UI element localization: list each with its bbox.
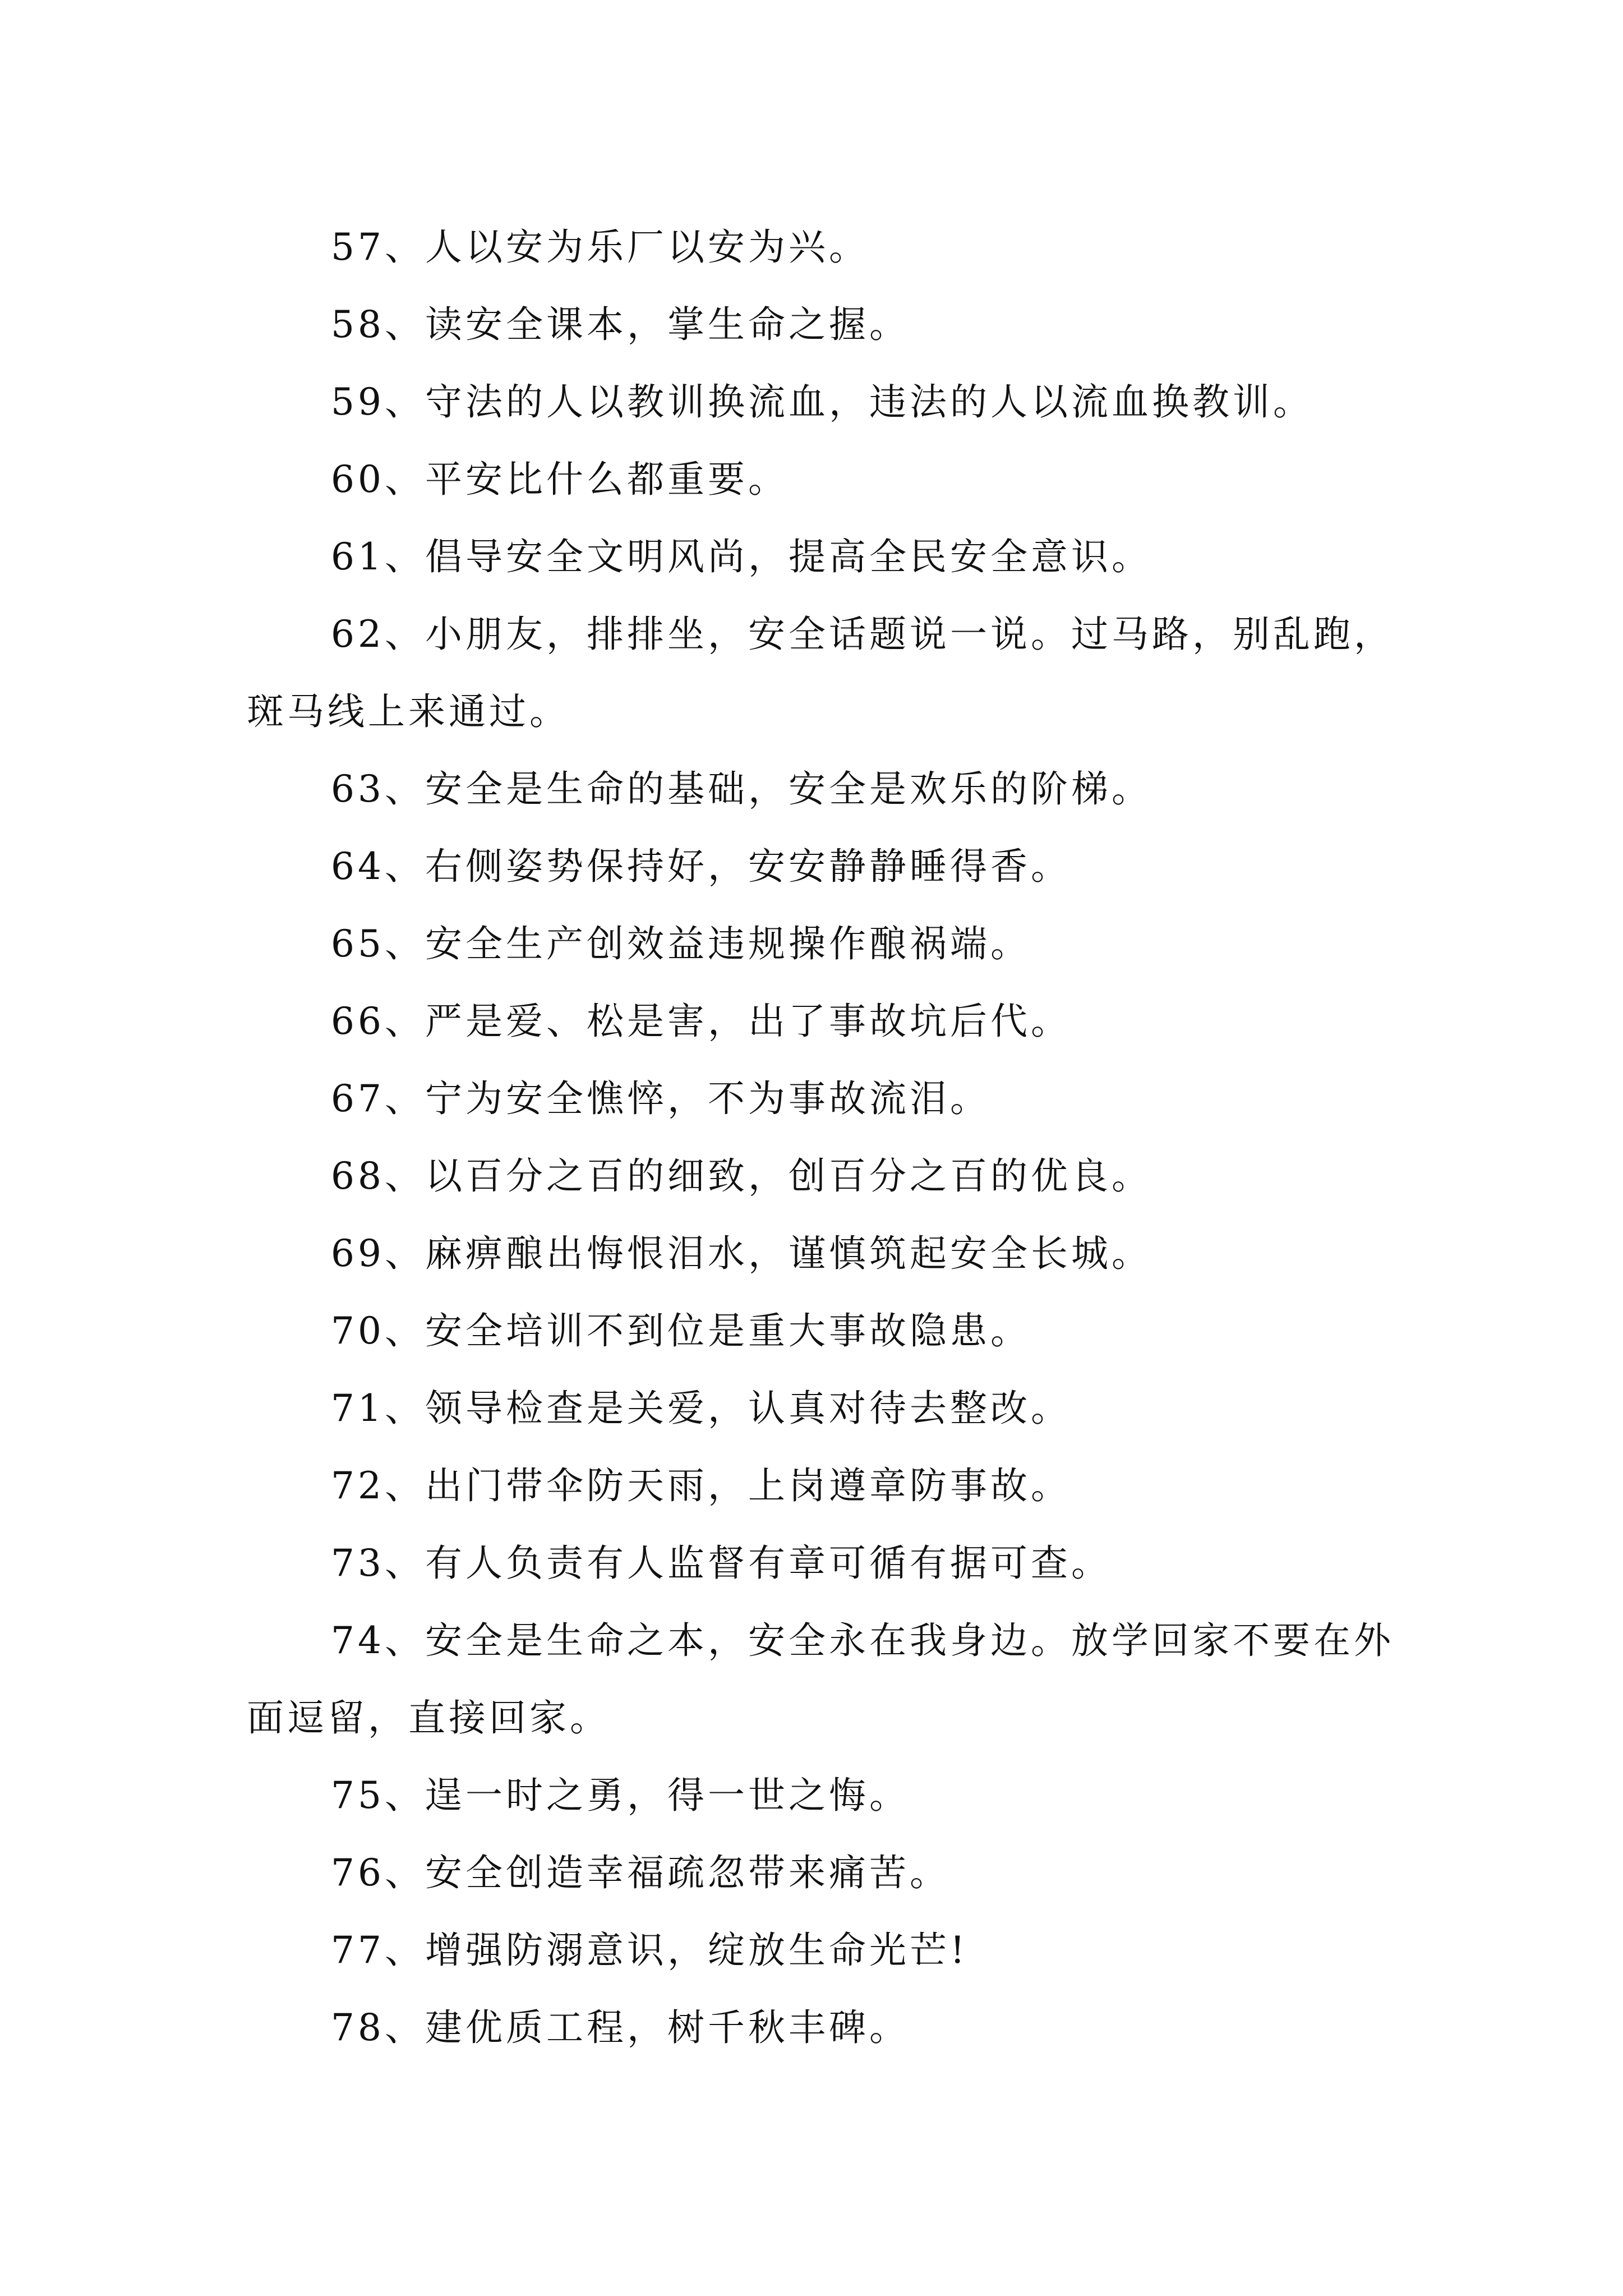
list-item: 58、读安全课本，掌生命之握。 <box>331 303 910 346</box>
list-item: 71、领导检查是关爱，认真对待去整改。 <box>331 1387 1071 1430</box>
list-item: 69、麻痹酿出悔恨泪水，谨慎筑起安全长城。 <box>331 1232 1152 1275</box>
list-item: 63、安全是生命的基础，安全是欢乐的阶梯。 <box>331 767 1152 811</box>
list-item: 60、平安比什么都重要。 <box>331 458 789 501</box>
list-item: 76、安全创造幸福疏忽带来痛苦。 <box>331 1851 950 1894</box>
list-item: 72、出门带伞防天雨，上岗遵章防事故。 <box>331 1464 1071 1507</box>
list-item: 77、增强防溺意识，绽放生命光芒! <box>331 1929 969 1972</box>
slogan-list <box>247 209 1402 2067</box>
list-item: 73、有人负责有人监督有章可循有据可查。 <box>331 1542 1112 1585</box>
list-item: 61、倡导安全文明风尚，提高全民安全意识。 <box>331 535 1152 578</box>
list-item: 62、小朋友，排排坐，安全话题说一说。过马路，别乱跑，斑马线上来通过。 <box>247 613 1394 733</box>
list-item: 65、安全生产创效益违规操作酿祸端。 <box>331 922 1031 965</box>
list-item: 70、安全培训不到位是重大事故隐患。 <box>331 1309 1031 1352</box>
list-item: 74、安全是生命之本，安全永在我身边。放学回家不要在外面逗留，直接回家。 <box>247 1619 1394 1740</box>
list-item: 67、宁为安全憔悴，不为事故流泪。 <box>331 1077 990 1120</box>
list-item: 57、人以安为乐厂以安为兴。 <box>331 226 869 269</box>
list-item: 68、以百分之百的细致，创百分之百的优良。 <box>331 1154 1152 1198</box>
list-item: 75、逞一时之勇，得一世之悔。 <box>331 1774 910 1817</box>
list-item: 66、严是爱、松是害，出了事故坑后代。 <box>331 1000 1071 1043</box>
list-item: 59、守法的人以教训换流血，违法的人以流血换教训。 <box>331 380 1313 424</box>
list-item: 64、右侧姿势保持好，安安静静睡得香。 <box>331 845 1071 888</box>
list-item: 78、建优质工程，树千秋丰碑。 <box>331 2006 910 2049</box>
